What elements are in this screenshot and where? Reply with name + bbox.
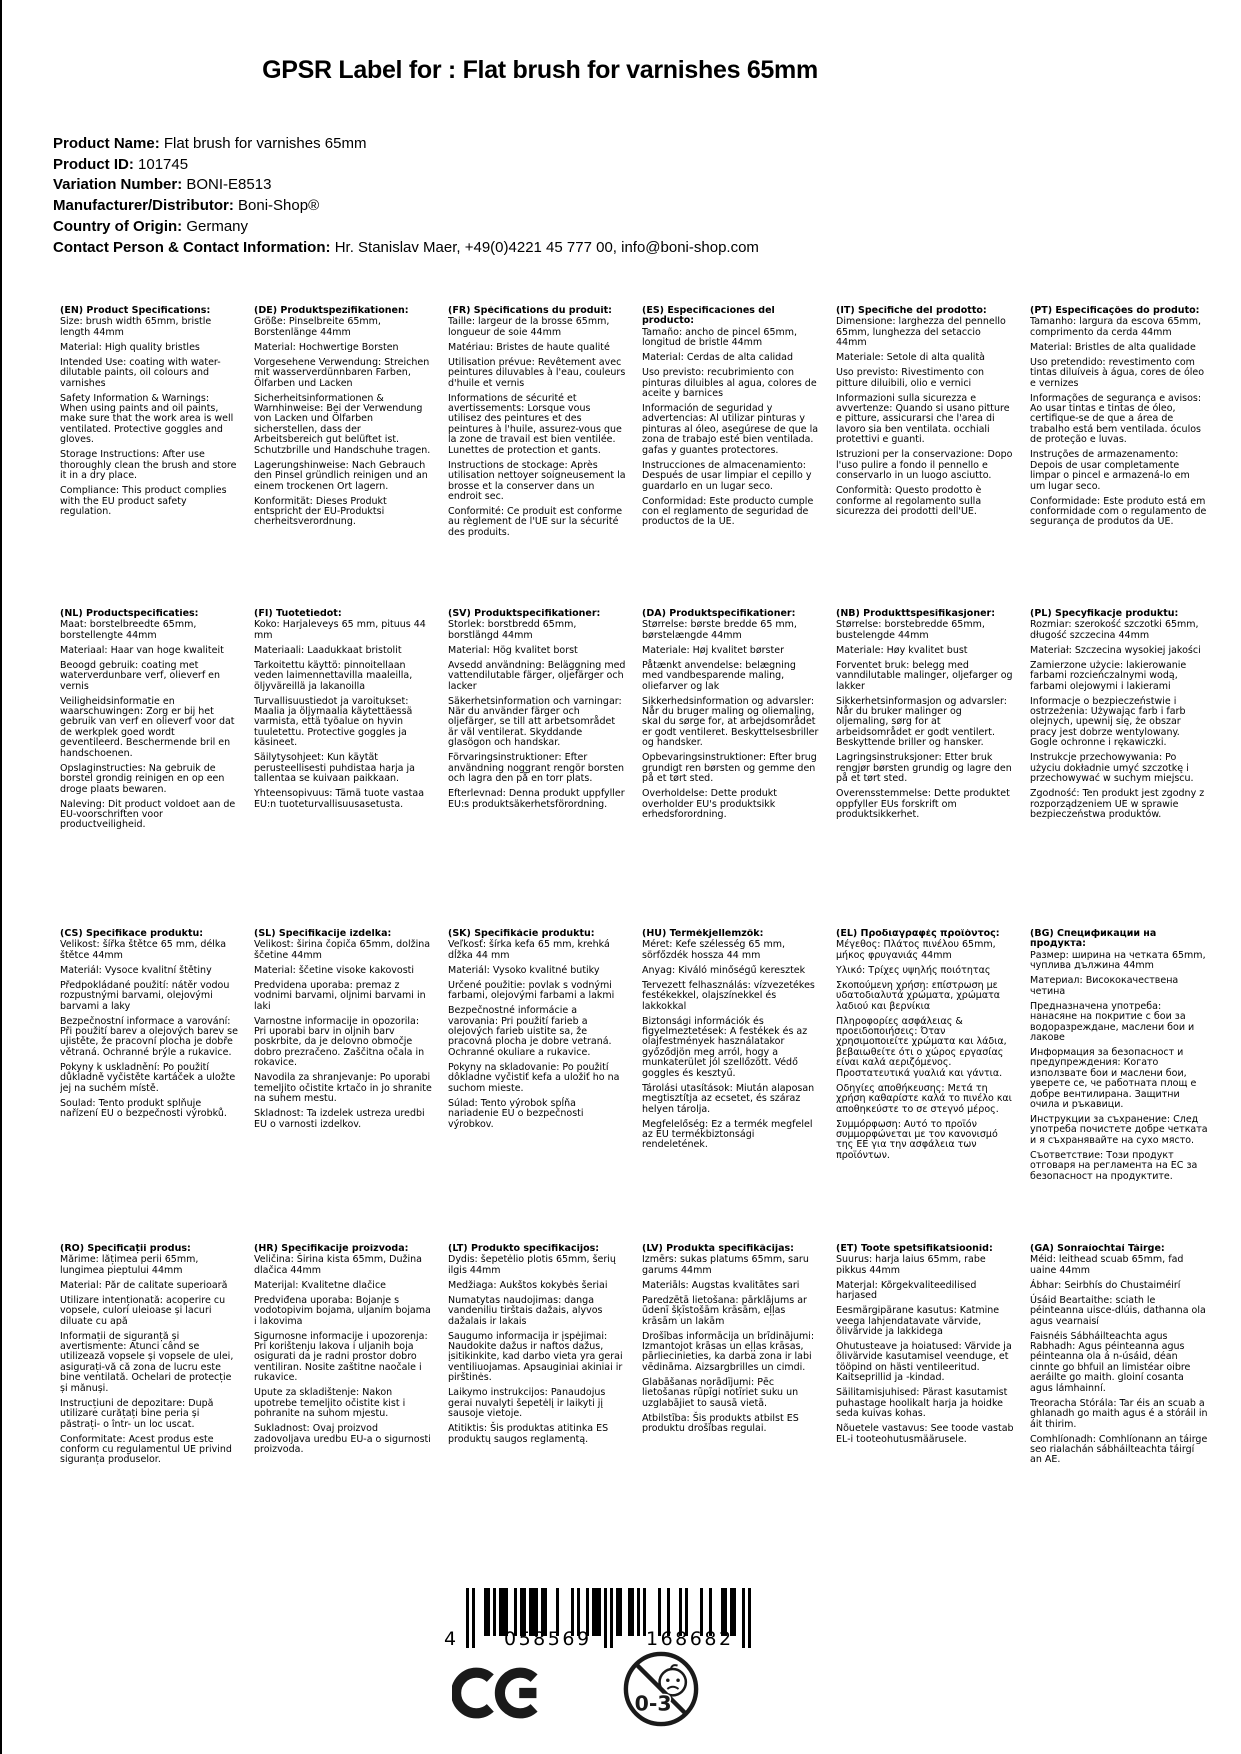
block-paragraph: Predvidena uporaba: premaz z vodnimi barvami, oljnimi barvami in laki [254, 979, 426, 1012]
lang-block-hr [254, 1244, 432, 1470]
block-paragraph: Material: Păr de calitate superioară [60, 1279, 228, 1291]
manufacturer-label: Manufacturer/Distributor: [53, 197, 234, 215]
block-title: (SK) Špecifikácie produktu: [448, 929, 595, 939]
block-paragraph: Navodila za shranjevanje: Po uporabi temeljito očistite krtačo in jo shranite na suhem mestu. [254, 1072, 432, 1105]
barcode-right-digits: 168682 [646, 1628, 734, 1650]
block-paragraph: Инструкции за съхранение: След употреба почистете добре четката и я съхранявайте на сухо място. [1030, 1114, 1208, 1146]
block-paragraph: Compliance: This product complies with the EU product safety regulation. [60, 485, 227, 517]
barcode-lead-digit: 4 [444, 1628, 457, 1650]
block-paragraph: Lagerungshinweise: Nach Gebrauch den Pinsel gründlich reinigen und an einem trockenen Ort lagern. [254, 459, 428, 492]
product-info-row [53, 134, 759, 155]
lang-block-ga [1030, 1244, 1208, 1470]
block-paragraph: Informazioni sulla sicurezza e avvertenze: Quando si usano pitture e pitture, assicurarsi che l'area di lavoro sia ben ventilata. occhiali protettivi e guanti. [836, 392, 1010, 446]
block-paragraph: Méid: leithead scuab 65mm, fad uaine 44mm [1030, 1254, 1184, 1276]
block-paragraph: Información de seguridad y advertencias: Al utilizar pinturas y pinturas al óleo, asegúrese de que la zona de trabajo esté bien ventilada. gafas y guantes protectores. [642, 403, 819, 456]
page-title: GPSR Label for : Flat brush for varnishes 65mm [262, 56, 818, 84]
block-paragraph: Material: Cerdas de alta calidad [642, 352, 793, 364]
block-paragraph: Uso previsto: recubrimiento con pinturas diluibles al agua, colores de aceite y barnices [642, 367, 817, 400]
ce-mark-icon [452, 1662, 538, 1728]
block-paragraph: Veličina: Širina kista 65mm, Dužina dlačica 44mm [254, 1254, 422, 1276]
block-paragraph: Matériau: Bristes de haute qualité [448, 341, 610, 353]
product-info [53, 134, 759, 258]
block-paragraph: Yhteensopivuus: Tämä tuote vastaa EU:n tuoteturvallisuusasetusta. [254, 788, 425, 810]
product-info-row [53, 217, 759, 238]
block-paragraph: Atitiktis: Šis produktas atitinka ES produktų saugos reglamentą. [448, 1423, 609, 1445]
country-of-origin-label: Country of Origin: [53, 217, 183, 235]
block-paragraph: Atbilstība: Šis produkts atbilst ES produktu drošības regulai. [642, 1412, 799, 1435]
block-title: (RO) Specificații produs: [60, 1244, 191, 1254]
block-title: (NL) Productspecificaties: [60, 609, 199, 619]
country-of-origin-value: Germany [186, 217, 249, 235]
block-title: (LV) Produkta specifikācijas: [642, 1244, 794, 1254]
block-paragraph: Naleving: Dit product voldoet aan de EU-voorschriften voor productveiligheid. [60, 798, 236, 831]
block-paragraph: Sicherheitsinformationen & Warnhinweise: Bei der Verwendung von Lacken und Ölfarben sicherstellen, dass der Arbeitsbereich gut belüftet ist. Schutzbrille und Handschuhe tragen. [254, 392, 431, 456]
lang-block-it [836, 306, 1014, 609]
lang-block-sv [448, 609, 626, 929]
block-title: (SL) Specifikacije izdelka: [254, 929, 392, 939]
block-paragraph: Medžiaga: Aukštos kokybės šeriai [448, 1279, 608, 1291]
block-paragraph: Opbevaringsinstruktioner: Efter brug grundigt ren børsten og gemme den på et tørt sted. [642, 752, 817, 785]
block-paragraph: Istruzioni per la conservazione: Dopo l'uso pulire a fondo il pennello e conservarlo in un luogo asciutto. [836, 449, 1013, 482]
block-paragraph: Conformidade: Este produto está em conformidade com o regulamento de segurança de produtos da UE. [1030, 495, 1207, 528]
block-paragraph: Lagringsinstruksjoner: Etter bruk rengjør børsten grundig og lagre den på et tørt sted. [836, 752, 1012, 785]
block-paragraph: Beoogd gebruik: coating met waterverdunbare verf, olieverf en vernis [60, 659, 221, 692]
page-edge-line [0, 0, 2, 1754]
block-title: (PL) Specyfikacje produktu: [1030, 609, 1179, 619]
block-paragraph: Sikkerhedsinformation og advarsler: Når du bruger maling og oliemaling, skal du sørge for, at arbejdsområdet er godt ventileret. Beskyttelsesbriller og handsker. [642, 695, 819, 749]
contact-label: Contact Person & Contact Information: [53, 238, 331, 256]
block-paragraph: Mărime: lățimea perii 65mm, lungimea pieptului 44mm [60, 1254, 199, 1276]
block-paragraph: Materiał: Szczecina wysokiej jakości [1030, 644, 1201, 656]
lang-block-lt [448, 1244, 626, 1470]
block-paragraph: Materiál: Vysoko kvalitné butiky [448, 964, 600, 976]
block-paragraph: Instructions de stockage: Après utilisation nettoyer soigneusement la brosse et la conserver dans un endroit sec. [448, 459, 626, 502]
block-paragraph: Size: brush width 65mm, bristle length 44mm [60, 316, 212, 338]
block-paragraph: Maat: borstelbreedte 65mm, borstellengte 44mm [60, 619, 197, 641]
block-paragraph: Suurus: harja laius 65mm, rabe pikkus 44mm [836, 1254, 986, 1276]
lang-block-ro [60, 1244, 238, 1470]
block-paragraph: Instrucțiuni de depozitare: După utilizare curățați bine peria și păstrați- o într- un loc uscat. [60, 1397, 214, 1430]
block-paragraph: Sigurnosne informacije i upozorenja: Pri korištenju lakova i uljanih boja osigurati da je radni prostor dobro ventiliran. Nosite zaštitne naočale i rukavice. [254, 1330, 428, 1384]
block-paragraph: Material: ščetine visoke kakovosti [254, 964, 415, 976]
lang-block-lv [642, 1244, 820, 1470]
block-paragraph: Sikkerhetsinformasjon og advarsler: Når du bruker malinger og oljemaling, sørg for at arbeidsområdet er godt ventilert. Beskyttende briller og hansker. [836, 695, 1007, 749]
product-info-row [53, 155, 759, 176]
block-paragraph: Saugumo informacija ir įspėjimai: Naudokite dažus ir naftos dažus, įsitikinkite, kad darbo vieta yra gerai ventiliuojamas. Apsauginiai akiniai ir pirštinės. [448, 1330, 623, 1384]
block-paragraph: Skladnost: Ta izdelek ustreza uredbi EU o varnosti izdelkov. [254, 1108, 425, 1130]
block-paragraph: Информация за безопасност и предупреждения: Когато използвате бои и маслени бои, уверете се, че работната площ е добре вентилирана. Защитни очила и ръкавици. [1030, 1046, 1197, 1111]
block-paragraph: Tarkoitettu käyttö: pinnoitellaan veden laimennettavilla maaleilla, öljyväreillä ja lakanoilla [254, 659, 413, 692]
block-paragraph: Informacje o bezpieczeństwie i ostrzeżenia: Używając farb i farb olejnych, upewnij się, że obszar pracy jest dobrze wentylowany. Gogle ochronne i rękawiczki. [1030, 695, 1186, 749]
block-paragraph: Tamanho: largura da escova 65mm, comprimento da cerda 44mm [1030, 316, 1201, 338]
block-paragraph: Materiale: Høj kvalitet børster [642, 644, 784, 656]
block-title: (FI) Tuotetiedot: [254, 609, 342, 619]
block-paragraph: Säilitamisjuhised: Pärast kasutamist puhastage hoolikalt harja ja hoidke seda kuivas kohas. [836, 1387, 1008, 1420]
block-paragraph: Utilizare intenționată: acoperire cu vopsele, culori uleioase și lacuri diluate cu apă [60, 1294, 226, 1327]
block-paragraph: Instruções de armazenamento: Depois de usar completamente limpar o pincel e armazená-lo em um lugar seco. [1030, 449, 1190, 492]
block-paragraph: Σκοπούμενη χρήση: επίστρωση με υδατοδιαλυτά χρώματα, χρώματα λαδιού και βερνίκια [836, 979, 1001, 1012]
block-title: (LT) Produkto specifikacijos: [448, 1244, 600, 1254]
block-paragraph: Určené použitie: povlak s vodnými farbami, olejovými farbami a lakmi [448, 979, 615, 1002]
block-paragraph: Pokyny k uskladnění: Po použití důkladně vyčistěte kartáček a uložte jej na suchém místě. [60, 1061, 236, 1094]
block-paragraph: Informações de segurança e avisos: Ao usar tintas e tintas de óleo, certifique-se de que a área de trabalho está bem ventilada. óculos de proteção e luvas. [1030, 392, 1202, 446]
block-title: (NB) Produkttspesifikasjoner: [836, 609, 996, 619]
block-paragraph: Veľkosť: šírka kefa 65 mm, krehká dĺžka 44 mm [448, 939, 610, 961]
block-paragraph: Instrucciones de almacenamiento: Después de usar limpiar el cepillo y guardarlo en un lugar seco. [642, 459, 812, 492]
block-paragraph: Numatytas naudojimas: danga vandeniliu tirštais dažais, alyvos dažalais ir lakais [448, 1294, 603, 1327]
block-paragraph: Velikost: širina čopiča 65mm, dolžina ščetine 44mm [254, 939, 431, 961]
block-paragraph: Materiāls: Augstas kvalitātes sari [642, 1279, 800, 1291]
product-id-value: 101745 [138, 155, 189, 173]
block-paragraph: Materiale: Setole di alta qualità [836, 352, 985, 364]
block-paragraph: Intended Use: coating with water-dilutable paints, oil colours and varnishes [60, 356, 221, 389]
block-paragraph: Förvaringsinstruktioner: Efter användning noggrant rengör borsten och lagra den på en torr plats. [448, 752, 625, 785]
block-title: (HU) Termékjellemzők: [642, 929, 764, 939]
lang-block-de [254, 306, 432, 609]
block-paragraph: Πληροφορίες ασφάλειας & προειδοποιήσεις: Όταν χρησιμοποιείτε χρώματα και λάδια, βεβαιωθείτε ότι ο χώρος εργασίας είναι καλά αεριζόμενος. Προστατευτικά γυαλιά και γάντια. [836, 1015, 1007, 1079]
product-info-row [53, 175, 759, 196]
block-paragraph: Размер: ширина на четката 65mm, чуплива дължина 44mm [1030, 949, 1206, 972]
block-paragraph: Uso pretendido: revestimento com tintas diluíveis à água, cores de óleo e vernizes [1030, 356, 1205, 389]
lang-block-cs [60, 929, 238, 1244]
block-paragraph: Dimensione: larghezza del pennello 65mm, lunghezza del setaccio 44mm [836, 316, 1006, 349]
block-title: (ES) Especificaciones del producto: [642, 306, 775, 327]
block-paragraph: Bezpečnostní informace a varování: Při použití barev a olejových barev se ujistěte, že pracovní plocha je dobře větraná. Ochranné brýle a rukavice. [60, 1015, 238, 1058]
block-paragraph: Ábhar: Seirbhís do Chustaiméirí [1030, 1279, 1181, 1291]
block-paragraph: Paredzētā lietošana: pārklājums ar ūdenī šķīstošām krāsām, eļļas krāsām un lakām [642, 1294, 807, 1327]
block-paragraph: Dydis: šepetėlio plotis 65mm, šerių ilgis 44mm [448, 1254, 616, 1276]
block-paragraph: Материал: Висококачествена четина [1030, 975, 1179, 997]
block-paragraph: Säkerhetsinformation och varningar: När du använder färger och oljefärger, se till att arbetsområdet är väl ventilerat. Skyddande glasögon och handskar. [448, 695, 622, 749]
block-paragraph: Soulad: Tento produkt splňuje nařízení EU o bezpečnosti výrobků. [60, 1097, 227, 1120]
block-paragraph: Súlad: Tento výrobok spĺňa nariadenie EÚ o bezpečnosti výrobkov. [448, 1097, 584, 1130]
product-name-label: Product Name: [53, 135, 160, 152]
block-paragraph: Eesmärgipärane kasutus: Katmine veega lahjendatavate värvide, õlivärvide ja lakkidega [836, 1305, 1000, 1338]
lang-block-nl [60, 609, 238, 929]
block-paragraph: Storlek: borstbredd 65mm, borstlängd 44mm [448, 619, 577, 641]
block-paragraph: Konformität: Dieses Produkt entspricht der EU-Produktsi cherheitsverordnung. [254, 495, 387, 528]
block-paragraph: Materiál: Vysoce kvalitní štětiny [60, 964, 212, 976]
block-paragraph: Tárolási utasítások: Miután alaposan megtisztítja az ecsetet, és száraz helyen tárolja. [642, 1082, 815, 1115]
lang-block-bg [1030, 929, 1208, 1244]
lang-block-hu [642, 929, 820, 1244]
block-paragraph: Vorgesehene Verwendung: Streichen mit wasserverdünnbaren Farben, Ölfarben und Lacken [254, 356, 430, 389]
block-paragraph: Bezpečnostné informácie a varovania: Pri použití farieb a olejových farieb uistite sa, že pracovná plocha je dobre vetraná. Ochranné okuliare a rukavice. [448, 1005, 612, 1058]
block-paragraph: Materjal: Kõrgekvaliteedilised harjased [836, 1279, 977, 1302]
block-paragraph: Materiaal: Haar van hoge kwaliteit [60, 644, 224, 656]
lang-block-fi [254, 609, 432, 929]
block-paragraph: Nõuetele vastavus: See toode vastab EL-i tooteohutusmäärusele. [836, 1423, 1014, 1445]
variation-number-value: BONI-E8513 [186, 176, 272, 194]
block-paragraph: Turvallisuustiedot ja varoitukset: Maalia ja öljymaalia käytettäessä varmista, että työalue on hyvin tuuletettu. Protective goggles ja käsineet. [254, 695, 413, 749]
block-paragraph: Informations de sécurité et avertissements: Lorsque vous utilisez des peintures et des peintures à l'huile, assurez-vous que la zone de travail est bien ventilée. Lunettes de protection et gants. [448, 392, 622, 456]
block-paragraph: Materijal: Kvalitetne dlačice [254, 1279, 387, 1291]
block-paragraph: Material: Bristles de alta qualidade [1030, 341, 1196, 353]
lang-block-sl [254, 929, 432, 1244]
lang-block-pl [1030, 609, 1208, 929]
block-paragraph: Uso previsto: Rivestimento con pitture diluibili, olio e vernici [836, 367, 985, 389]
block-paragraph: Υλικό: Τρίχες υψηλής ποιότητας [836, 964, 991, 976]
lang-block-nb [836, 609, 1014, 929]
block-paragraph: Conformité: Ce produit est conforme au règlement de l'UE sur la sécurité des produits. [448, 505, 623, 538]
block-paragraph: Předpokládané použití: nátěr vodou rozpustnými barvami, olejovými barvami a laky [60, 979, 230, 1012]
age-warning-0-3-icon [622, 1650, 700, 1732]
block-paragraph: Efterlevnad: Denna produkt uppfyller EU:s produktsäkerhetsförordning. [448, 788, 625, 810]
block-paragraph: Taille: largeur de la brosse 65mm, longueur de soie 44mm [448, 316, 610, 338]
block-paragraph: Velikost: šířka štětce 65 mm, délka štětce 44mm [60, 939, 227, 961]
block-paragraph: Méret: Kefe szélesség 65 mm, sörfőzdék hossza 44 mm [642, 939, 786, 961]
block-paragraph: Forventet bruk: belegg med vanndilutable malinger, oljefarger og lakker [836, 659, 1013, 692]
block-title: (BG) Спецификации на продукта: [1030, 929, 1157, 950]
block-title: (SV) Produktspecifikationer: [448, 609, 601, 619]
contact-value: Hr. Stanislav Maer, +49(0)4221 45 777 00, info@boni-shop.com [334, 238, 759, 256]
lang-block-el [836, 929, 1014, 1244]
block-paragraph: Οδηγίες αποθήκευσης: Μετά τη χρήση καθαρίστε καλά το πινέλο και αποθηκεύστε το σε στεγνό μέρος. [836, 1082, 1012, 1115]
block-paragraph: Conformità: Questo prodotto è conforme al regolamento sulla sicurezza dei prodotti dell'UE. [836, 485, 982, 517]
block-paragraph: Instrukcje przechowywania: Po użyciu dokładnie umyć szczotkę i przechowywać w suchym miejscu. [1030, 752, 1194, 785]
block-paragraph: Pokyny na skladovanie: Po použití dôkladne vyčistiť kefa a uložiť ho na suchom mieste. [448, 1061, 620, 1094]
block-paragraph: Съответствие: Този продукт отговаря на регламента на ЕС за безопасност на продуктите. [1030, 1149, 1198, 1182]
block-paragraph: Μέγεθος: Πλάτος πινέλου 65mm, μήκος φρυγανιάς 44mm [836, 939, 996, 961]
block-paragraph: Opslaginstructies: Na gebruik de borstel grondig reinigen en op een droge plaats bewaren. [60, 762, 225, 795]
block-paragraph: Utilisation prévue: Revêtement avec peintures diluvables à l'eau, couleurs d'huile et vernis [448, 356, 626, 389]
block-title: (IT) Specifiche del prodotto: [836, 306, 987, 316]
product-name-value: Flat brush for varnishes 65mm [163, 135, 367, 152]
block-paragraph: Comhlíonadh: Comhlíonann an táirge seo rialachán sábháilteachta táirgí an AE. [1030, 1433, 1208, 1466]
block-paragraph: Säilytysohjeet: Kun käytät perusteellisesti puhdistaa harja ja tallentaa se kuivaan paikkaan. [254, 752, 415, 785]
product-id-label: Product ID: [53, 155, 134, 173]
block-paragraph: Storage Instructions: After use thoroughly clean the brush and store it in a dry place. [60, 449, 237, 482]
lang-block-sk [448, 929, 626, 1244]
lang-block-da [642, 609, 820, 929]
block-paragraph: Predviđena uporaba: Bojanje s vodotopivim bojama, uljanim bojama i lakovima [254, 1294, 431, 1327]
block-paragraph: Treoracha Stórála: Tar éis an scuab a ghlanadh go maith agus é a stóráil in áit thirim. [1030, 1397, 1208, 1430]
block-paragraph: Safety Information & Warnings: When using paints and oil paints, make sure that the work area is well ventilated. Protective goggles and gloves. [60, 392, 234, 446]
block-paragraph: Faisnéis Sábháilteachta agus Rabhadh: Agus péinteanna agus péinteanna ola á n-úsáid, déan cinnte go bhfuil an limistéar oibre aeráilte go maith. gloiní cosanta agus lámhainní. [1030, 1330, 1191, 1394]
lang-block-pt [1030, 306, 1208, 609]
lang-block-en [60, 306, 238, 609]
block-paragraph: Drošības informācija un brīdinājumi: Izmantojot krāsas un eļļas krāsas, pārliecinieties, ka darba zona ir labi vēdināma. Aizsargbrilles un cimdi. [642, 1330, 815, 1373]
block-paragraph: Material: High quality bristles [60, 341, 200, 353]
block-paragraph: Varnostne informacije in opozorila: Pri uporabi barv in oljnih barv poskrbite, da je delovno območje dobro prezračeno. Zaščitna očala in rokavice. [254, 1015, 425, 1069]
block-title: (EL) Προδιαγραφές προϊόντος: [836, 929, 1000, 939]
block-paragraph: Størrelse: børste bredde 65 mm, børstelængde 44mm [642, 619, 797, 641]
ean13-barcode [442, 1588, 755, 1654]
block-title: (EN) Product Specifications: [60, 306, 211, 316]
block-paragraph: Rozmiar: szerokość szczotki 65mm, długość szczecina 44mm [1030, 619, 1199, 641]
block-paragraph: Koko: Harjaleveys 65 mm, pituus 44 mm [254, 619, 426, 641]
block-paragraph: Zamierzone użycie: lakierowanie farbami rozcieńczalnymi wodą, farbami olejowymi i lakierami [1030, 659, 1187, 692]
block-paragraph: Megfelelőség: Ez a termék megfelel az EU termékbiztonsági rendeletének. [642, 1118, 813, 1151]
block-paragraph: Glabāšanas norādījumi: Pēc lietošanas rūpīgi notīriet suku un uzglabājiet to sausā vietā. [642, 1376, 799, 1409]
block-paragraph: Sukladnost: Ovaj proizvod zadovoljava uredbu EU-a o sigurnosti proizvoda. [254, 1423, 431, 1455]
block-paragraph: Laikymo instrukcijos: Panaudojus gerai nuvalyti šepetėlį ir laikyti jį sausoje vietoje. [448, 1387, 606, 1420]
block-paragraph: Påtænkt anvendelse: belægning med vandbesparende maling, oliefarver og lak [642, 659, 796, 692]
block-paragraph: Anyag: Kiváló minőségű keresztek [642, 964, 806, 976]
block-paragraph: Ohutusteave ja hoiatused: Värvide ja õlivärvide kasutamisel veenduge, et tööpind on hästi ventileeritud. Kaitseprillid ja -kindad. [836, 1341, 1012, 1384]
block-title: (HR) Specifikacije proizvoda: [254, 1244, 409, 1254]
variation-number-label: Variation Number: [53, 176, 183, 194]
block-paragraph: Overholdelse: Dette produkt overholder EU's produktsikk erhedsforordning. [642, 788, 777, 820]
block-paragraph: Informații de siguranță și avertismente: Atunci când se utilizează vopsele și vopsele de ulei, asigurați-vă că zona de lucru este bine ventilată. Ochelari de protecție și mănuși. [60, 1330, 234, 1394]
block-paragraph: Material: Hochwertige Borsten [254, 341, 399, 353]
block-title: (DA) Produktspecifikationer: [642, 609, 796, 619]
block-paragraph: Úsáid Beartaithe: sciath le péinteanna uisce-dlúis, dathanna ola agus vearnaisí [1030, 1294, 1206, 1327]
block-paragraph: Overensstemmelse: Dette produktet oppfyller EUs forskrift om produktsikkerhet. [836, 788, 1010, 820]
manufacturer-value: Boni-Shop® [238, 197, 320, 215]
block-title: (PT) Especificações do produto: [1030, 306, 1200, 316]
block-paragraph: Предназначена употреба: нанасяне на покритие с бои за водоразреждане, маслени бои и лакове [1030, 1000, 1195, 1043]
block-paragraph: Συμμόρφωση: Αυτό το προϊόν συμμορφώνεται με τον κανονισμό της ΕΕ για την ασφάλεια των προϊόντων. [836, 1118, 998, 1161]
block-paragraph: Zgodność: Ten produkt jest zgodny z rozporządzeniem UE w sprawie bezpieczeństwa produktów. [1030, 788, 1205, 820]
block-paragraph: Størrelse: borstebredde 65mm, bustelengde 44mm [836, 619, 985, 641]
block-paragraph: Biztonsági információk és figyelmeztetések: A festékek és az olajfestmények használatakor győződjön meg arról, hogy a munkaterület jól szellőzött. Védő goggles és kesztyű. [642, 1015, 808, 1079]
block-paragraph: Avsedd användning: Beläggning med vattendilutable färger, oljefärger och lacker [448, 659, 626, 692]
block-paragraph: Upute za skladištenje: Nakon upotrebe temeljito očistite kist i pohranite na suhom mjestu. [254, 1387, 406, 1420]
block-paragraph: Conformidad: Este producto cumple con el reglamento de seguridad de productos de la UE. [642, 495, 814, 528]
block-paragraph: Izmērs: sukas platums 65mm, saru garums 44mm [642, 1254, 809, 1276]
lang-block-et [836, 1244, 1014, 1470]
product-info-row [53, 196, 759, 217]
block-paragraph: Conformitate: Acest produs este conform cu regulamentul UE privind siguranța produselor. [60, 1433, 232, 1466]
block-title: (ET) Toote spetsifikatsioonid: [836, 1244, 993, 1254]
block-paragraph: Größe: Pinselbreite 65mm, Borstenlänge 44mm [254, 316, 381, 338]
lang-block-es [642, 306, 820, 609]
age-warning-label: 0-3 [634, 1691, 672, 1716]
lang-block-fr [448, 306, 626, 609]
block-title: (FR) Spécifications du produit: [448, 306, 612, 316]
block-paragraph: Material: Hög kvalitet borst [448, 644, 578, 656]
block-paragraph: Veiligheidsinformatie en waarschuwingen: Zorg er bij het gebruik van verf en olieverf voor dat de werkplek goed wordt geventileerd. Beschermende bril en handschoenen. [60, 695, 235, 759]
product-info-row [53, 238, 759, 259]
block-paragraph: Materiaali: Laadukkaat bristolit [254, 644, 402, 656]
block-title: (DE) Produktspezifikationen: [254, 306, 409, 316]
block-title: (CS) Specifikace produktu: [60, 929, 204, 939]
block-paragraph: Tamaño: ancho de pincel 65mm, longitud de bristle 44mm [642, 326, 798, 349]
language-blocks-grid [60, 306, 1208, 1470]
barcode-left-digits: 058569 [504, 1628, 592, 1650]
block-paragraph: Materiale: Høy kvalitet bust [836, 644, 968, 656]
block-title: (GA) Sonraíochtaí Táirge: [1030, 1244, 1165, 1254]
block-paragraph: Tervezett felhasználás: vízvezetékes festékekkel, olajszínekkel és lakkokkal [642, 979, 815, 1012]
